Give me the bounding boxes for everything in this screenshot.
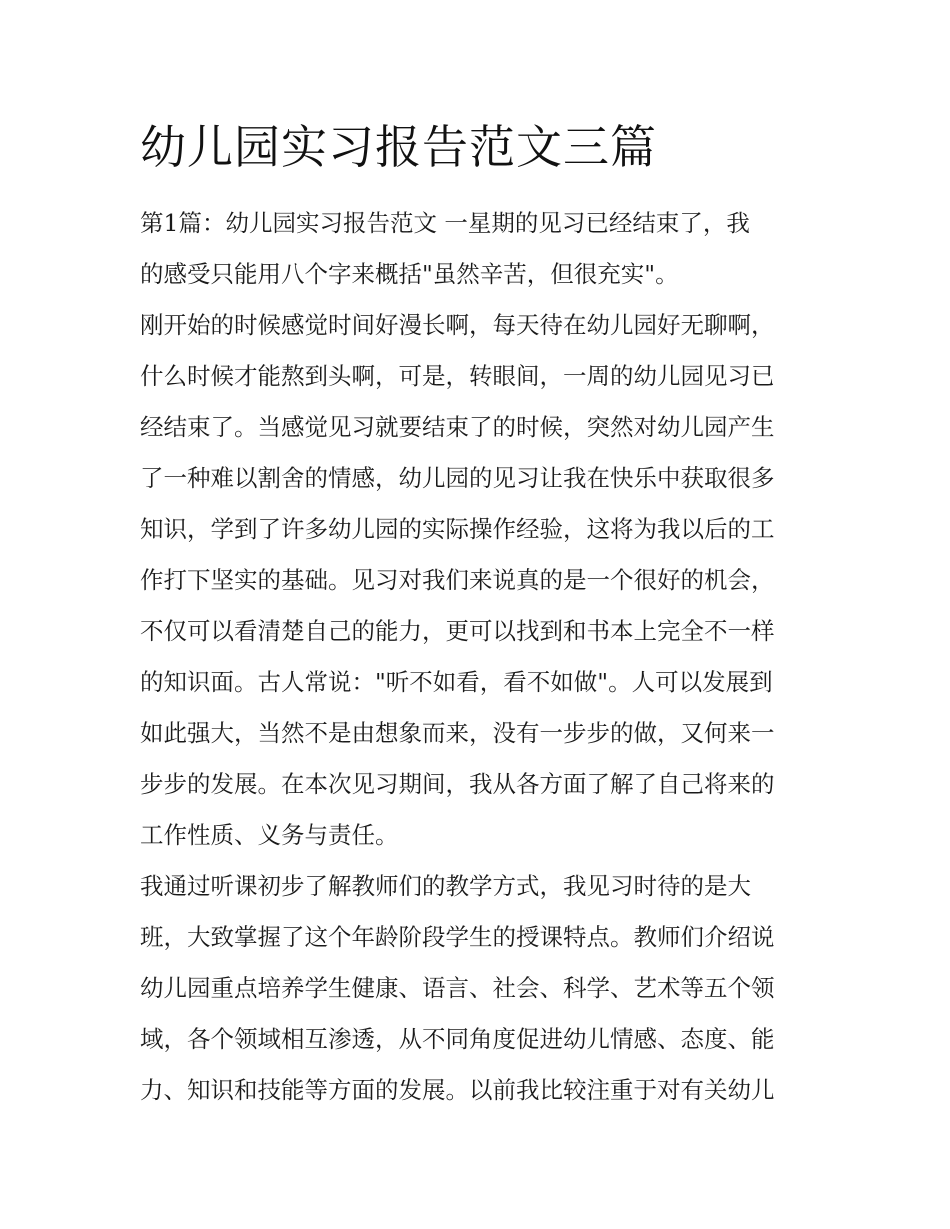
text-line: 如此强大，当然不是由想象而来，没有一步步的做，又何来一 <box>140 719 775 747</box>
text-line: 不仅可以看清楚自己的能力，更可以找到和书本上完全不一样 <box>140 617 775 645</box>
text-line: 班，大致掌握了这个年龄阶段学生的授课特点。教师们介绍说 <box>140 923 775 951</box>
document-title: 幼儿园实习报告范文三篇 <box>140 120 657 174</box>
text-line: 知识，学到了许多幼儿园的实际操作经验，这将为我以后的工 <box>140 515 775 543</box>
text-line: 第1篇：幼儿园实习报告范文 一星期的见习已经结束了，我 <box>140 209 750 237</box>
text-line: 刚开始的时候感觉时间好漫长啊，每天待在幼儿园好无聊啊， <box>140 311 775 339</box>
text-line: 了一种难以割舍的情感，幼儿园的见习让我在快乐中获取很多 <box>140 464 775 492</box>
text-line: 什么时候才能熬到头啊，可是，转眼间，一周的幼儿园见习已 <box>140 362 775 390</box>
text-line: 工作性质、义务与责任。 <box>140 821 399 849</box>
text-line: 我通过听课初步了解教师们的教学方式，我见习时待的是大 <box>140 872 751 900</box>
text-line: 作打下坚实的基础。见习对我们来说真的是一个很好的机会， <box>140 566 775 594</box>
document-body <box>140 198 820 1116</box>
text-line: 力、知识和技能等方面的发展。以前我比较注重于对有关幼儿 <box>140 1076 775 1104</box>
text-line: 步步的发展。在本次见习期间，我从各方面了解了自己将来的 <box>140 770 775 798</box>
text-line: 经结束了。当感觉见习就要结束了的时候，突然对幼儿园产生 <box>140 413 775 441</box>
text-line: 幼儿园重点培养学生健康、语言、社会、科学、艺术等五个领 <box>140 974 775 1002</box>
text-line: 的感受只能用八个字来概括"虽然辛苦，但很充实"。 <box>140 260 679 288</box>
text-line: 的知识面。古人常说："听不如看，看不如做"。人可以发展到 <box>140 668 773 696</box>
text-line: 域，各个领域相互渗透，从不同角度促进幼儿情感、态度、能 <box>140 1025 775 1053</box>
